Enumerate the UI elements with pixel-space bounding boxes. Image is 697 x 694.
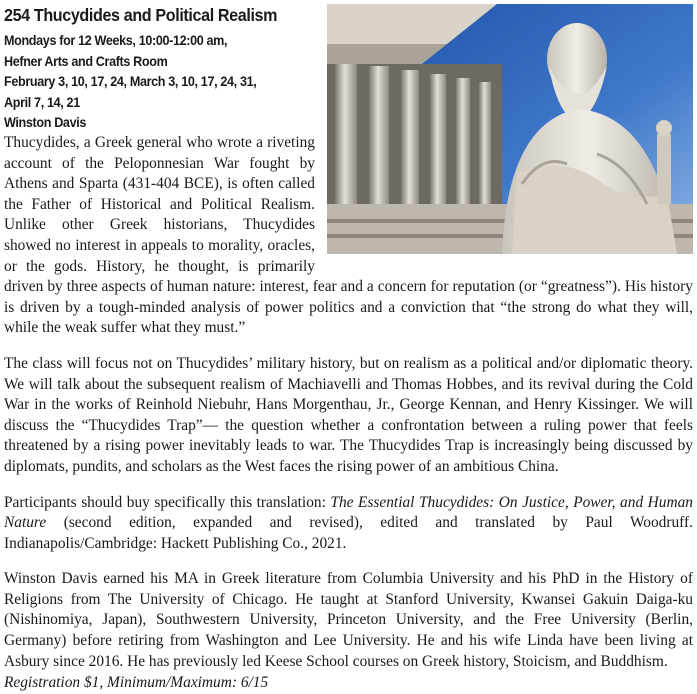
- paragraph-translation: [4, 493, 693, 555]
- course-dates-line2: April 7, 14, 21: [4, 93, 80, 110]
- course-description: [4, 133, 693, 687]
- book-title: The Essential Thucydides: On Justice, Power, and Human Nature: [4, 493, 693, 532]
- course-instructor: Winston Davis: [4, 114, 87, 130]
- course-title: 254 Thucydides and Political Realism: [4, 5, 278, 25]
- course-dates-line1: February 3, 10, 17, 24, March 3, 10, 17, 24, 31,: [4, 73, 257, 89]
- paragraph-intro-text: Thucydides, a Greek general who wrote a riveting account of the Peloponnesian War fought by Athens and Sparta (431-404 BCE), is often called the Father of Historical and Political Realism. Unlike other Greek historians, Thucydides showed no interest in appeals to morality, oracles, or the gods. History, he thought, is primarily driven by three aspects of human nature: interest, fear and a concern for reputation (or “greatness”). His history is driven by a tough-minded analysis of power politics and a conviction that “the strong do what they will, while the weak suffer what they must.”: [4, 134, 693, 337]
- photo-wrap-spacer: [315, 133, 693, 258]
- course-location: Hefner Arts and Crafts Room: [4, 52, 168, 69]
- course-schedule: Mondays for 12 Weeks, 10:00-12:00 am,: [4, 32, 228, 48]
- paragraph-intro: [4, 133, 693, 339]
- translation-intro: Participants should buy specifically this translation:: [4, 493, 331, 511]
- paragraph-instructor-bio: Winston Davis earned his MA in Greek literature from Columbia University and his PhD in the History of Religions from The University of Chicago. He taught at Stanford University, Kwansei Gakuin Daiga-ku (Nishinomiya, Japan), Southwestern University, Princeton University, and the Free University (Berlin, Germany) before retiring from Washington and Lee University. He and his wife Linda have been living at Asbury since 2016. He has previously led Keese School courses on Greek history, Stoicism, and Buddhism.: [4, 570, 693, 670]
- translation-details: (second edition, expanded and revised), edited and translated by Paul Woodruff. Indianapolis/Cambridge: Hackett Publishing Co., 2021.: [4, 514, 693, 552]
- course-meta: [4, 30, 256, 133]
- paragraph-focus: The class will focus not on Thucydides’ military history, but on realism as a political and/or diplomatic theory. We will talk about the subsequent realism of Machiavelli and Thomas Hobbes, and its revival during the Cold War in the works of Reinhold Niebuhr, Hans Morgenthau, Jr., George Kennan, and Henry Kissinger. We will discuss the “Thucydides Trap”— the question whether a confrontation between a ruling power that feels threatened by a rising power inevitably leads to war. The Thucydides Trap is increasingly being discussed by diplomats, pundits, and scholars as the West faces the rising power of an ambitious China.: [4, 354, 693, 475]
- registration-info: Registration $1, Minimum/Maximum: 6/15: [4, 674, 269, 691]
